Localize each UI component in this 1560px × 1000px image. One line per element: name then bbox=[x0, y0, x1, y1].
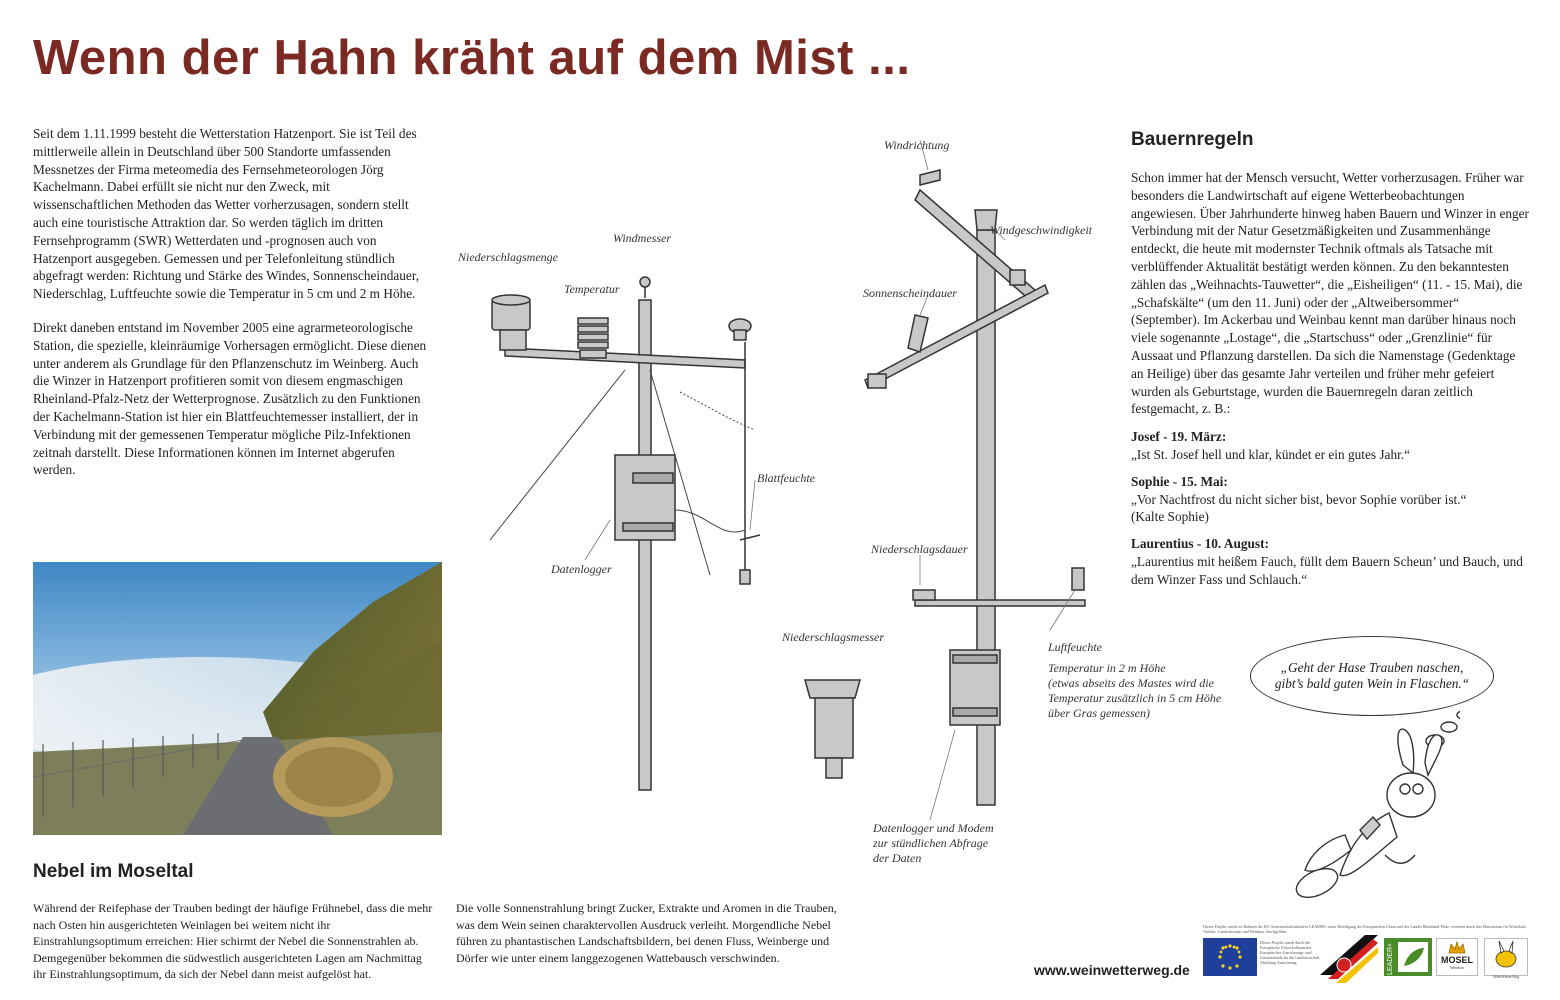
bauernregeln-heading: Bauernregeln bbox=[1131, 129, 1254, 150]
weinwetterweg-logo bbox=[1484, 938, 1528, 979]
eu-note: Dieses Projekt wurde durch die Europäische Union kofinanziert bbox=[1260, 940, 1312, 950]
label-sonnenscheindauer: Sonnenscheindauer bbox=[863, 286, 957, 300]
website-link[interactable]: www.weinwetterweg.de bbox=[1034, 962, 1190, 978]
label-temperatur-2m-line3: Temperatur zusätzlich in 5 cm Höhe bbox=[1048, 691, 1222, 705]
fog-photo bbox=[33, 562, 442, 835]
intro-paragraph-2: Direkt daneben entstand im November 2005 eine agrarmeteorologische Station, die spezielle, kleinräumige Vorhersagen ermöglicht. Diese dienen unter anderem als Grundlage für den Pflanzenschutz im Weinberg. Auch die Winzer in Hatzenport profitieren somit von diesem engmaschigen Rheinland-Pfalz-Netz der Wetterprognose. Zusätzlich zu den Funktionen der Kachelmann-Station ist hier ein Blattfeuchtemesser installiert, der in Verbindung mit der gemessenen Temperatur mögliche Pilz-Infektionen zeitnah darstellt. Diese Informationen können im Internet abgerufen werden. bbox=[33, 319, 427, 478]
rule-text: „Ist St. Josef hell und klar, kündet er ein gutes Jahr.“ bbox=[1131, 446, 1411, 462]
label-niederschlagsmesser: Niederschlagsmesser bbox=[782, 630, 884, 644]
speech-bubble bbox=[1250, 636, 1494, 716]
weinwetterweg-logo-text: WeinWetterWeg bbox=[1492, 974, 1520, 979]
label-datenlogger-modem-line2: zur stündlichen Abfrage bbox=[873, 836, 989, 850]
label-blattfeuchte: Blattfeuchte bbox=[757, 471, 815, 485]
bauernregeln-intro: Schon immer hat der Mensch versucht, Wetter vorherzusagen. Früher war besonders die Landwirtschaft auf eigene Wetterbeobachtungen angewiesen. Über Jahrhunderte hinweg haben Bauern und Winzer in enger Verbindung mit der Natur Gesetzmäßigkeiten und Zusammenhänge entdeckt, die heute mit modernster Technik oftmals als Tatsache mit verblüffender Aktualität bestätigt werden können. Zu den bekanntesten zählen das „Weihnachts-Tauwetter“, die „Eisheiligen“ (11. - 15. Mai), die „Schafskälte“ (um den 11. Juni) oder der „Altweibersommer“ (September). Im Ackerbau und Weinbau kennt man darüber hinaus noch viele sogenannte „Lostage“, die „Startschuss“ oder „Grenzlinie“ für Aussaat und Pflanzung darstellen. Da sich die Namenstage (Gedenktage an Heilige) über das gesamte Jahr verteilen und früher mehr gefeiert wurden als Geburtstage, wurden die Bauernregeln daran zeitlich festgemacht, z. B.: bbox=[1131, 170, 1529, 417]
anemometer-right-icon bbox=[1010, 270, 1025, 285]
humidity-sensor-icon bbox=[1072, 568, 1084, 590]
label-temperatur-2m-line1: Temperatur in 2 m Höhe bbox=[1048, 661, 1166, 675]
rule-sophie bbox=[1131, 473, 1531, 526]
left-crossarm bbox=[505, 348, 745, 368]
rule-extra: (Kalte Sophie) bbox=[1131, 509, 1209, 525]
label-niederschlagsdauer: Niederschlagsdauer bbox=[871, 542, 968, 556]
nebel-column-1: Während der Reifephase der Trauben bedingt der häufige Frühnebel, dass die mehr nach Osten hin ausgerichteten Weinlagen bei weitem nicht ihr Einstrahlungsoptimum erreichen: Hier schirmt der Nebel die Sonnenstrahlen ab. Demgegenüber bekommen die südwestlich ausgerichteten Lagen am Nachmittag ihr Einstrahlungsoptimum, da sich der Nebel dann meist aufgelöst hat. bbox=[33, 901, 433, 981]
leader-logo-text: LEADER+ bbox=[1387, 942, 1394, 975]
rule-text: „Laurentius mit heißem Fauch, füllt dem Bauern Scheun’ und Bauch, und dem Winzer Fass und Schlauch.“ bbox=[1131, 553, 1523, 587]
rule-text: „Vor Nachtfrost du nicht sicher bist, bevor Sophie vorüber ist.“ bbox=[1131, 491, 1467, 507]
leaf-wetness-sensor bbox=[740, 570, 750, 584]
label-luftfeuchte: Luftfeuchte bbox=[1048, 640, 1102, 654]
nebel-heading: Nebel im Moseltal bbox=[33, 861, 194, 882]
label-datenlogger: Datenlogger bbox=[551, 562, 612, 576]
mosel-logo-sub: Weinbau bbox=[1449, 965, 1465, 970]
label-temperatur: Temperatur bbox=[564, 282, 620, 296]
rule-josef bbox=[1131, 428, 1531, 464]
bubble-line-2: gibt’s bald guten Wein in Flaschen.“ bbox=[1274, 676, 1470, 691]
rain-collector-icon bbox=[805, 680, 860, 778]
page-title: Wenn der Hahn kräht auf dem Mist ... bbox=[33, 31, 911, 85]
label-temperatur-2m-line4: über Gras gemessen) bbox=[1048, 706, 1150, 720]
rule-name: Sophie - 15. Mai: bbox=[1131, 473, 1228, 489]
rain-duration-sensor bbox=[913, 590, 935, 600]
mosel-logo bbox=[1436, 938, 1478, 976]
label-niederschlagsmenge: Niederschlagsmenge bbox=[458, 250, 558, 264]
label-windgeschwindigkeit: Windgeschwindigkeit bbox=[990, 223, 1092, 237]
left-mast bbox=[639, 300, 651, 790]
intro-paragraph-1: Seit dem 1.11.1999 besteht die Wetterstation Hatzenport. Sie ist Teil des mittlerweile allein in Deutschland über 500 Standorte umfassenden Messnetzes der Firma meteomedia des Fernsehmeteorologen Jörg Kachelmann. Dabei erfüllt sie nicht nur den Zweck, mit wissenschaftlichen Methoden das Wetter vorherzusagen, sondern stellt auch eine touristische Attraktion dar. So werden täglich im dritten Fernsehprogramm (SWR) Wetterdaten und -prognosen auch von Hatzenport ausgegeben. Gemessen und per Telefonleitung stündlich abgefragt werden: Richtung und Stärke des Windes, Sonnenscheindauer, Niederschlag, Luftfeuchte sowie die Temperatur in 5 cm und 2 m Höhe. bbox=[33, 126, 420, 302]
label-datenlogger-modem bbox=[873, 821, 994, 866]
label-windrichtung: Windrichtung bbox=[884, 138, 950, 152]
sunshine-sensor-icon bbox=[908, 315, 928, 352]
label-datenlogger-modem-line1: Datenlogger und Modem bbox=[873, 821, 994, 835]
label-temperatur-2m-line2: (etwas abseits des Mastes wird die bbox=[1048, 676, 1214, 690]
rule-name: Josef - 19. März: bbox=[1131, 429, 1227, 445]
eu-flag-icon bbox=[1203, 938, 1257, 976]
label-datenlogger-modem-line3: der Daten bbox=[873, 851, 922, 865]
nebel-column-2: Die volle Sonnenstrahlung bringt Zucker, Extrakte und Aromen in die Trauben, was dem Wein seinen charaktervollen Ausdruck verleiht. Morgendliche Nebel führen zu phantastischen Landschaftsbildern, bei denen Fluss, Weinberge und Dörfer wie unter einem langgezogenen Wattebausch verschwinden. bbox=[456, 901, 837, 965]
wind-direction-icon bbox=[920, 170, 940, 185]
bauernregeln-text bbox=[1131, 169, 1531, 589]
thermometer-shield-icon bbox=[578, 318, 608, 358]
rlp-flag-icon bbox=[1320, 935, 1378, 983]
hare-cartoon-icon bbox=[1285, 705, 1460, 905]
label-windmesser: Windmesser bbox=[613, 231, 671, 245]
lower-crossarm bbox=[915, 600, 1085, 606]
eafg-note: Europäischer Ausrichtungs- und Garantiefonds für die Landwirtschaft, Abteilung Ausrichtung bbox=[1260, 950, 1321, 965]
weather-station-diagram bbox=[450, 130, 1130, 880]
intro-text bbox=[33, 125, 433, 495]
rule-name: Laurentius - 10. August: bbox=[1131, 536, 1269, 552]
leader-logo bbox=[1384, 938, 1432, 976]
rule-laurentius bbox=[1131, 535, 1531, 588]
label-temperatur-2m bbox=[1048, 661, 1221, 721]
funding-note: Dieses Projekt wurde im Rahmen der EU Gemeinschaftsinitiative LEADER+ unter Beteiligung der Europäischen Union und des Landes Rheinland-Pfalz, vertreten durch das Ministerium für Wirtschaft, Verkehr, Landwirtschaft und Weinbau, durchgeführt. bbox=[1203, 924, 1527, 934]
bubble-line-1: „Geht der Hase Trauben naschen, bbox=[1280, 660, 1464, 675]
mosel-logo-text: MOSEL bbox=[1440, 955, 1473, 965]
eu-cofinance-note bbox=[1260, 940, 1322, 976]
